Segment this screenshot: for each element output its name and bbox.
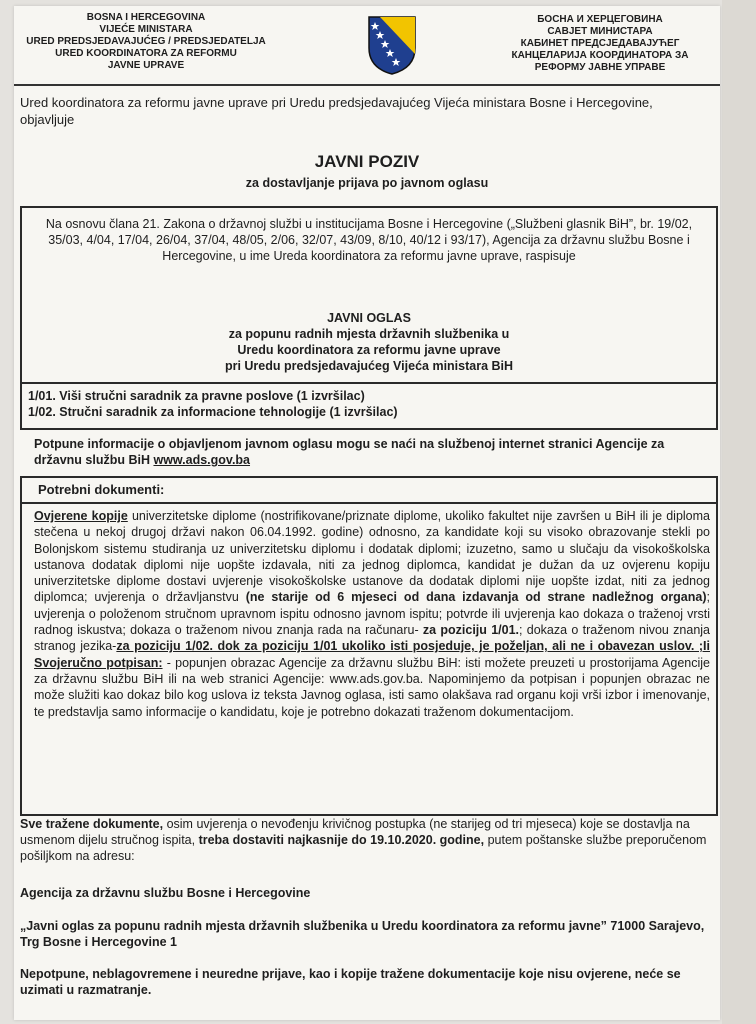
documents-text xyxy=(34,508,710,720)
documents-bold-1: (ne starije od 6 mjeseci od dana izdavanja od strane nadležnog organa) xyxy=(245,590,707,605)
legal-basis-text: Na osnovu člana 21. Zakona o državnoj službi u institucijama Bosne i Hercegovine („Službeni glasnik BiH”, br. 19/02, 35/03, 4/04, 17/04, 26/04, 37/04, 48/05, 2/06, 32/07, 43/09, 8/10, 40/12 i 93/17), Agencija za državnu službu Bosne i Hercegovine, u ime Ureda koordinatora za reformu javne uprave, raspisuje xyxy=(45,217,693,263)
header-cyrillic-line: РЕФОРМУ ЈАВНЕ УПРАВЕ xyxy=(534,62,666,73)
documents-box xyxy=(20,476,718,816)
documents-header xyxy=(22,478,716,504)
address-line: „Javni oglas za popunu radnih mjesta državnih službenika u Uredu koordinatora za reformu javne” 71000 Sarajevo, Trg Bosne i Hercegovine 1 xyxy=(20,919,705,949)
header-cyrillic-line: КАНЦЕЛАРИЈА КООРДИНАТОРА ЗА xyxy=(511,50,689,61)
submission-lead: Sve tražene dokumente, xyxy=(20,817,164,831)
position-item: 1/01. Viši stručni saradnik za pravne poslove (1 izvršilac) xyxy=(28,389,365,403)
submission-part-a: osim uvjerenja o nevođenju krivičnog postupka (ne starijeg od tri mjeseca) koje se dostavlja na usmenom dijelu stručnog ispita, xyxy=(20,817,690,847)
bih-coat-of-arms-icon xyxy=(366,14,418,76)
documents-part-d: - popunjen obrazac Agencije za državnu službu BiH: isti možete preuzeti u prostorijama Agencije za državnu službu BiH ili na web stranici Agencije: www.ads.gov.ba. Napominjemo da potpisan i popunjen obrazac ne može služiti kao dokaz bilo kog uslova iz teksta Javnog oglasa, isti samo olakšava rad organu koji vrši izbor i imenovanje, te predstavlja samo informacije o kandidatu, koje je potrebno dokazati traženom dokumentacijom. xyxy=(34,655,710,719)
public-notice xyxy=(14,6,720,1020)
submission-deadline: treba dostaviti najkasnije do 19.10.2020. godine, xyxy=(198,833,485,847)
submission-part-b: putem poštanske službe preporučenom pošiljkom na adresu: xyxy=(20,833,707,863)
ads-website-link[interactable]: www.ads.gov.ba xyxy=(153,453,251,467)
header-latin-line: VIJEĆE MINISTARA xyxy=(99,24,193,35)
oglas-line: Uredu koordinatora za reformu javne uprave xyxy=(237,343,501,357)
positions-list xyxy=(22,382,716,420)
header-latin-line: JAVNE UPRAVE xyxy=(107,60,185,71)
position-item: 1/02. Stručni saradnik za informacione tehnologije (1 izvršilac) xyxy=(28,405,398,419)
announcement-box xyxy=(20,206,718,430)
address-recipient: Agencija za državnu službu Bosne i Hercegovine xyxy=(20,886,311,900)
header-cyrillic-line: БОСНА И ХЕРЦЕГОВИНА xyxy=(537,14,663,25)
oglas-block xyxy=(32,310,706,374)
notice-header xyxy=(14,6,720,86)
warning-text: Nepotpune, neblagovremene i neuredne prijave, kao i kopije tražene dokumentacije koje nisu ovjerene, neće se uzimati u razmatranje. xyxy=(20,967,681,997)
header-cyrillic-line: КАБИНЕТ ПРЕДСЈЕДАВАЈУЋЕГ xyxy=(520,38,680,49)
notice-subtitle: za dostavljanje prijava po javnom oglasu xyxy=(245,176,489,190)
header-latin-line: BOSNA I HERCEGOVINA xyxy=(86,12,206,23)
documents-bold-2: za poziciju 1/01. xyxy=(422,623,520,638)
header-cyrillic xyxy=(482,14,718,74)
oglas-line: pri Uredu predsjedavajućeg Vijeća ministara BiH xyxy=(224,359,514,373)
header-cyrillic-line: САВЈЕТ МИНИСТАРА xyxy=(547,26,653,37)
intro-text: Ured koordinatora za reformu javne uprave pri Uredu predsjedavajućeg Vijeća ministara Bosne i Hercegovine, objavljuje xyxy=(20,95,653,127)
documents-heading: Potrebni dokumenti: xyxy=(38,482,165,497)
documents-part-c: ; dokaza o traženom nivou znanja stranog jezika- xyxy=(34,623,710,654)
notice-title: JAVNI POZIV xyxy=(314,152,420,171)
header-latin-line: URED KOORDINATORA ZA REFORMU xyxy=(55,48,237,59)
documents-part-a: univerzitetske diplome (nostrifikovane/priznate diplome, ukoliko fakultet nije završen u BiH ili je diploma stečena u nekoj drugoj državi nakon 06.04.1992. godine) odnosno, za kandidate koji su visoko obrazovanje stekli po Bolonjskom sistemu studiranja uz univerzitetsku diplomu i dodatak diplomi; izuzetno, samo u slučaju da visokoškolska ustanova dodatak diplomi nije uopšte izdavala, niti za jednog diplomca, kandidat je dužan da uz ovjerenu kopiju univerzitetske diplome dostavi uvjerenje visokoškolske ustanove da dodatak diplomi nije uopšte izdat, niti za jednog diplomca; uvjerenja o državljanstvu xyxy=(34,509,710,605)
documents-bold-3: za poziciju 1/02. dok za poziciju 1/01 ukoliko isti posjeduje, je poželjan, ali ne i obavezan uslov. ;Ii Svojeručno potpisan: xyxy=(34,639,710,670)
documents-part-b: ; uvjerenja o položenom stručnom upravnom ispitu odnosno javnom ispitu; potvrde ili uvjerenja kao dokaza o traženoj vrsti radnog iskustva; dokaza o traženom nivou znanja rada na računaru- xyxy=(34,590,710,638)
header-latin-line: URED PREDSJEDAVAJUĆEG / PREDSJEDATELJA xyxy=(26,36,266,47)
info-paragraph xyxy=(34,436,714,468)
header-latin xyxy=(18,12,274,72)
oglas-line: za popunu radnih mjesta državnih službenika u xyxy=(228,327,510,341)
submission-paragraph xyxy=(20,816,714,864)
info-text: Potpune informacije o objavljenom javnom oglasu mogu se naći na službenoj internet stranici Agencije za državnu službu BiH xyxy=(34,437,665,467)
oglas-title: JAVNI OGLAS xyxy=(327,311,411,325)
newspaper-edge-strip xyxy=(722,0,756,1024)
documents-lead: Ovjerene kopije xyxy=(34,509,128,523)
